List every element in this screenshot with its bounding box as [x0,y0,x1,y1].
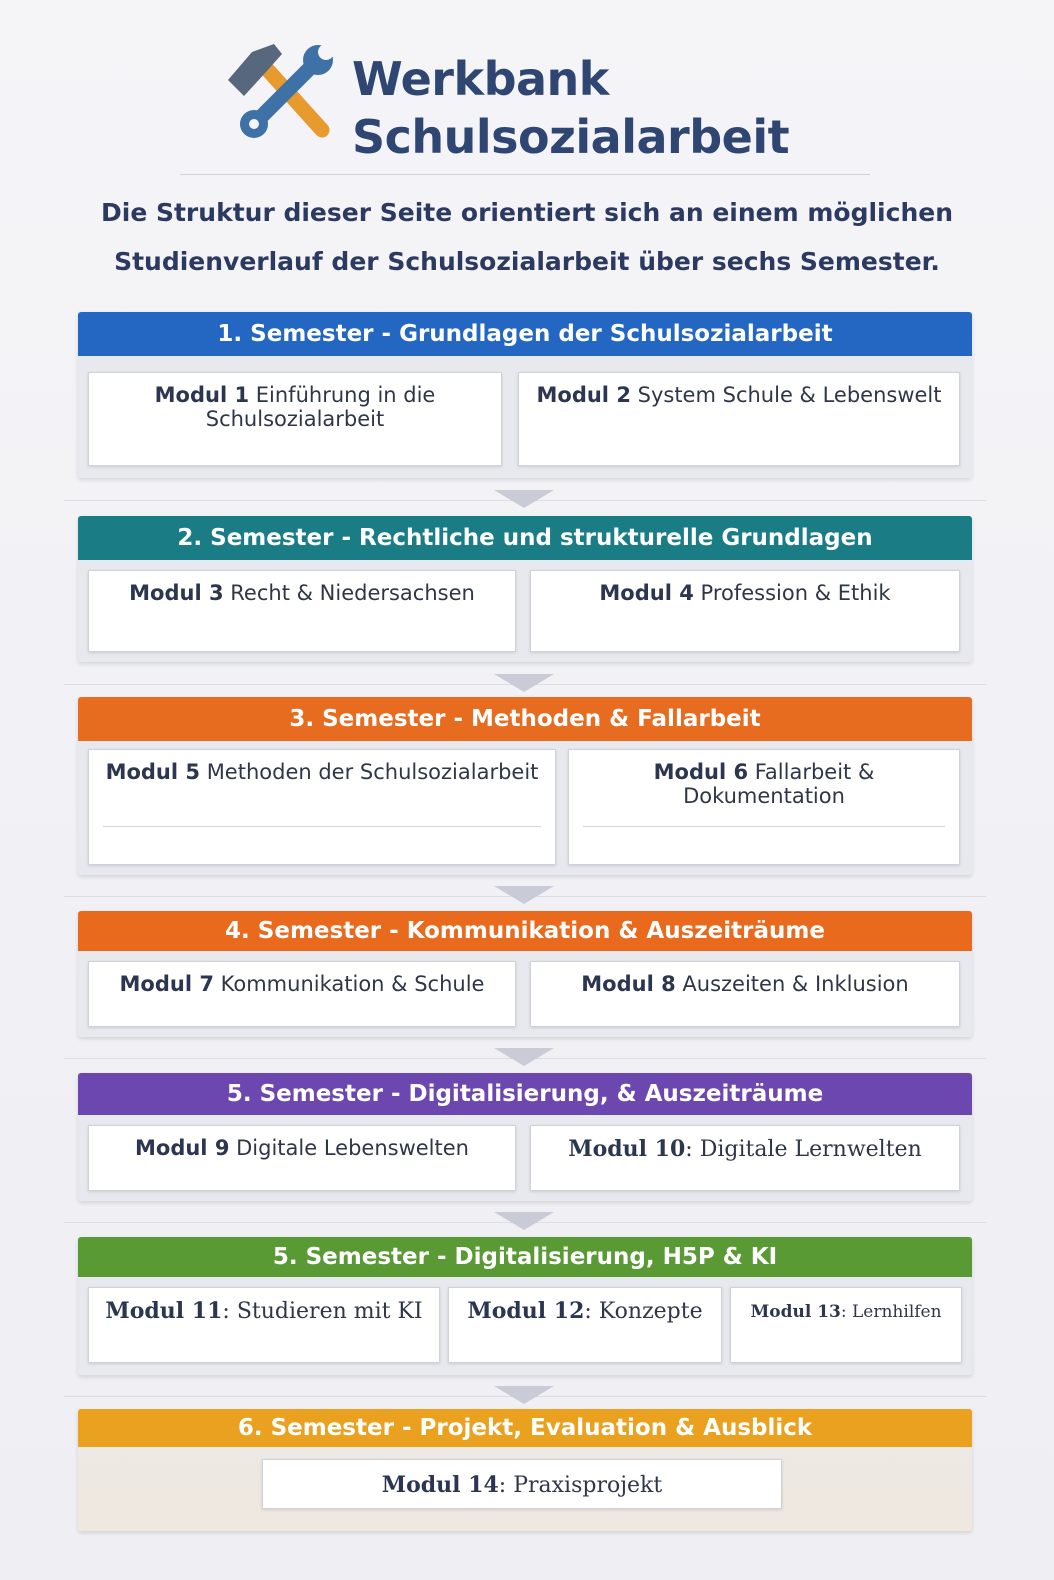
semester-4-header[interactable]: 4. Semester - Kommunikation & Auszeiträume [78,911,972,951]
flow-arrow-icon [494,1048,554,1066]
module-6-rule [583,826,945,827]
module-13-number: Modul 13 [750,1302,841,1322]
semester-block-1 [78,312,972,478]
flow-arrow-icon [494,674,554,692]
module-14-title: : Praxisprojekt [498,1473,663,1498]
flow-arrow-icon [494,490,554,508]
module-6-card[interactable] [568,749,960,865]
module-13-card[interactable] [730,1287,962,1363]
hammer-wrench-icon [222,38,334,142]
semester-block-2 [78,516,972,662]
semester-3-header[interactable]: 3. Semester - Methoden & Fallarbeit [78,697,972,741]
semester-1-header[interactable]: 1. Semester - Grundlagen der Schulsozialarbeit [78,312,972,356]
module-14-number: Modul 14 [381,1472,499,1498]
semester-2-header[interactable]: 2. Semester - Rechtliche und strukturelle Grundlagen [78,516,972,560]
module-2-card[interactable] [518,372,960,466]
flow-arrow-icon [494,1212,554,1230]
semester-block-3 [78,697,972,875]
module-5-title: Methoden der Schulsozialarbeit [206,760,539,784]
semester-block-4 [78,911,972,1037]
module-9-card[interactable] [88,1125,516,1191]
module-7-number: Modul 7 [119,972,214,996]
module-10-title: : Digitale Lernwelten [685,1137,922,1162]
module-3-number: Modul 3 [129,581,224,605]
app-title-line1: Werkbank [352,52,609,106]
module-11-number: Modul 11 [105,1298,223,1324]
module-2-title: System Schule & Lebenswelt [637,383,942,407]
module-14-card[interactable] [262,1459,782,1509]
semester-block-5b [78,1237,972,1375]
module-11-card[interactable] [88,1287,440,1363]
module-13-title: : Lernhilfen [840,1302,942,1322]
module-8-number: Modul 8 [581,972,676,996]
module-4-card[interactable] [530,570,960,652]
module-11-title: : Studieren mit KI [222,1299,423,1324]
semester-block-6 [78,1409,972,1531]
app-title-line2: Schulsozialarbeit [352,110,790,164]
module-12-number: Modul 12 [467,1298,585,1324]
module-9-title: Digitale Lebenswelten [236,1136,469,1160]
page-header [0,0,1054,180]
module-4-title: Profession & Ethik [700,581,891,605]
module-12-title: : Konzepte [584,1299,703,1324]
module-5-rule [103,826,541,827]
module-10-card[interactable] [530,1125,960,1191]
module-3-card[interactable] [88,570,516,652]
module-7-card[interactable] [88,961,516,1027]
intro-text-line1: Die Struktur dieser Seite orientiert sich an einem möglichen [101,198,953,227]
module-4-number: Modul 4 [599,581,694,605]
module-12-card[interactable] [448,1287,722,1363]
module-1-card[interactable] [88,372,502,466]
module-8-card[interactable] [530,961,960,1027]
flow-arrow-icon [494,1386,554,1404]
semester-5a-header[interactable]: 5. Semester - Digitalisierung, & Auszeiträume [78,1073,972,1115]
intro-text-line2: Studienverlauf der Schulsozialarbeit über sechs Semester. [114,247,940,276]
module-2-number: Modul 2 [536,383,631,407]
module-10-number: Modul 10 [568,1136,686,1162]
header-divider [180,174,870,175]
semester-5b-header[interactable]: 5. Semester - Digitalisierung, H5P & KI [78,1237,972,1277]
module-6-title: Fallarbeit & Dokumentation [683,760,875,808]
module-6-number: Modul 6 [653,760,749,784]
module-5-number: Modul 5 [105,760,200,784]
flow-arrow-icon [494,886,554,904]
module-9-number: Modul 9 [135,1136,230,1160]
module-1-number: Modul 1 [154,383,250,407]
module-5-card[interactable] [88,749,556,865]
module-3-title: Recht & Niedersachsen [230,581,475,605]
module-8-title: Auszeiten & Inklusion [682,972,909,996]
module-1-title: Einführung in die Schulsozialarbeit [205,383,436,431]
semester-6-header[interactable]: 6. Semester - Projekt, Evaluation & Ausblick [78,1409,972,1447]
module-7-title: Kommunikation & Schule [220,972,485,996]
semester-block-5a [78,1073,972,1201]
